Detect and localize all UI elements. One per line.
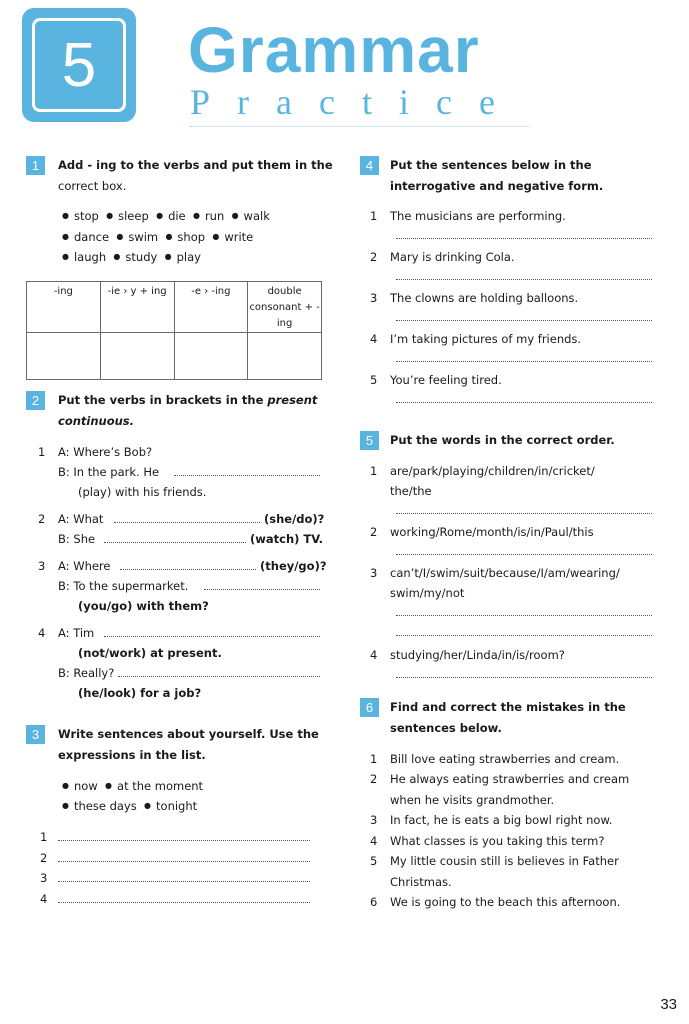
answer-blank[interactable] — [204, 589, 320, 590]
sentence: when he visits grandmother. — [390, 793, 555, 807]
item-number: 2 — [370, 250, 378, 264]
answer-blank[interactable] — [58, 902, 310, 903]
verb-hint: (you/go) with them? — [78, 599, 209, 613]
answer-blank[interactable] — [58, 840, 310, 841]
item-number: 2 — [370, 772, 378, 786]
exercise-6-title-line1: Find and correct the mistakes in the — [390, 700, 626, 714]
table-answer-cell[interactable] — [27, 333, 101, 380]
exercise-3-number: 3 — [26, 725, 45, 744]
table-header: -ing — [27, 282, 101, 333]
verb-list-row-3: ● laugh ● study ● play — [62, 247, 201, 267]
table-answer-cell[interactable] — [100, 333, 174, 380]
table-header: double consonant + -ing — [248, 282, 322, 333]
answer-blank[interactable] — [396, 635, 652, 636]
word-string: are/park/playing/children/in/cricket/ — [390, 464, 595, 478]
item-number: 5 — [370, 373, 378, 387]
exercise-2-title-line1: Put the verbs in brackets in the present — [58, 393, 318, 407]
answer-blank[interactable] — [58, 861, 310, 862]
item-number: 1 — [370, 464, 378, 478]
answer-blank[interactable] — [396, 402, 652, 403]
answer-blank[interactable] — [396, 361, 652, 362]
sentence: You’re feeling tired. — [390, 373, 502, 387]
exercise-3-title-line2: expressions in the list. — [58, 748, 206, 762]
item-number: 2 — [38, 512, 46, 526]
exercise-6-number: 6 — [360, 698, 379, 717]
answer-blank[interactable] — [396, 615, 652, 616]
exercise-4-number: 4 — [360, 156, 379, 175]
item-number: 3 — [40, 871, 48, 885]
sentence: Bill love eating strawberries and cream. — [390, 752, 620, 766]
sorting-table — [26, 281, 322, 380]
exercise-1-number: 1 — [26, 156, 45, 175]
exercise-3-title-line1: Write sentences about yourself. Use the — [58, 727, 319, 741]
page-title: Grammar — [188, 14, 480, 86]
sentence: I’m taking pictures of my friends. — [390, 332, 582, 346]
exercise-5-number: 5 — [360, 431, 379, 450]
verb-hint: (not/work) at present. — [78, 646, 222, 660]
dialogue-line: B: In the park. He — [58, 465, 160, 479]
sentence: The clowns are holding balloons. — [390, 291, 579, 305]
item-number: 3 — [370, 291, 378, 305]
item-number: 4 — [370, 834, 378, 848]
verb-hint: (play) with his friends. — [78, 485, 207, 499]
word-string: swim/my/not — [390, 586, 465, 600]
dialogue-line: B: To the supermarket. — [58, 579, 189, 593]
answer-blank[interactable] — [118, 676, 320, 677]
sentence: What classes is you taking this term? — [390, 834, 605, 848]
answer-blank[interactable] — [396, 513, 652, 514]
answer-blank[interactable] — [58, 881, 310, 882]
exercise-5-title: Put the words in the correct order. — [390, 433, 615, 447]
answer-blank[interactable] — [396, 238, 652, 239]
sentence: The musicians are performing. — [390, 209, 566, 223]
answer-blank[interactable] — [174, 475, 320, 476]
expression-list-row-1: ● now ● at the moment — [62, 776, 203, 796]
item-number: 3 — [370, 813, 378, 827]
sentence: Mary is drinking Cola. — [390, 250, 515, 264]
exercise-6-title-line2: sentences below. — [390, 721, 502, 735]
sentence: Christmas. — [390, 875, 452, 889]
unit-number: 5 — [32, 18, 126, 112]
exercise-1-title-line2: correct box. — [58, 179, 127, 193]
item-number: 3 — [38, 559, 46, 573]
sentence: He always eating strawberries and cream — [390, 772, 630, 786]
item-number: 2 — [40, 851, 48, 865]
item-number: 2 — [370, 525, 378, 539]
item-number: 3 — [370, 566, 378, 580]
page-number: 33 — [660, 996, 677, 1013]
exercise-2-title-line2: continuous. — [58, 414, 135, 428]
title-divider — [190, 126, 530, 127]
sentence: We is going to the beach this afternoon. — [390, 895, 621, 909]
answer-blank[interactable] — [104, 636, 320, 637]
exercise-1-title-line1: Add - ing to the verbs and put them in the — [58, 158, 333, 172]
verb-hint: (she/do)? — [264, 512, 325, 526]
unit-number-badge — [22, 8, 136, 122]
exercise-2-number: 2 — [26, 391, 45, 410]
exercise-4-title-line2: interrogative and negative form. — [390, 179, 604, 193]
item-number: 4 — [370, 648, 378, 662]
item-number: 1 — [370, 752, 378, 766]
answer-blank[interactable] — [104, 542, 246, 543]
dialogue-line: B: She — [58, 532, 96, 546]
word-string: can’t/I/swim/suit/because/I/am/wearing/ — [390, 566, 620, 580]
verb-list-row-2: ● dance ● swim ● shop ● write — [62, 227, 253, 247]
answer-blank[interactable] — [120, 569, 256, 570]
page-subtitle: Practice — [190, 82, 522, 122]
item-number: 4 — [370, 332, 378, 346]
item-number: 1 — [38, 445, 46, 459]
sentence: In fact, he is eats a big bowl right now. — [390, 813, 613, 827]
answer-blank[interactable] — [396, 554, 652, 555]
item-number: 4 — [40, 892, 48, 906]
item-number: 1 — [40, 830, 48, 844]
dialogue-line: A: Tim — [58, 626, 95, 640]
sentence: My little cousin still is believes in Father — [390, 854, 619, 868]
answer-blank[interactable] — [114, 522, 260, 523]
dialogue-line: A: Where’s Bob? — [58, 445, 153, 459]
word-string: working/Rome/month/is/in/Paul/this — [390, 525, 594, 539]
item-number: 4 — [38, 626, 46, 640]
answer-blank[interactable] — [396, 677, 652, 678]
answer-blank[interactable] — [396, 320, 652, 321]
answer-blank[interactable] — [396, 279, 652, 280]
exercise-4-title-line1: Put the sentences below in the — [390, 158, 592, 172]
verb-hint: (watch) TV. — [250, 532, 324, 546]
expression-list-row-2: ● these days ● tonight — [62, 796, 197, 816]
table-answer-cell[interactable] — [174, 333, 248, 380]
dialogue-line: A: What — [58, 512, 104, 526]
table-answer-cell[interactable] — [248, 333, 322, 380]
word-string: the/the — [390, 484, 432, 498]
word-string: studying/her/Linda/in/is/room? — [390, 648, 565, 662]
item-number: 6 — [370, 895, 378, 909]
item-number: 1 — [370, 209, 378, 223]
verb-hint: (they/go)? — [260, 559, 327, 573]
item-number: 5 — [370, 854, 378, 868]
verb-hint: (he/look) for a job? — [78, 686, 202, 700]
verb-list-row-1: ● stop ● sleep ● die ● run ● walk — [62, 206, 270, 226]
dialogue-line: A: Where — [58, 559, 111, 573]
table-header: -ie › y + ing — [100, 282, 174, 333]
table-header: -e › -ing — [174, 282, 248, 333]
dialogue-line: B: Really? — [58, 666, 115, 680]
